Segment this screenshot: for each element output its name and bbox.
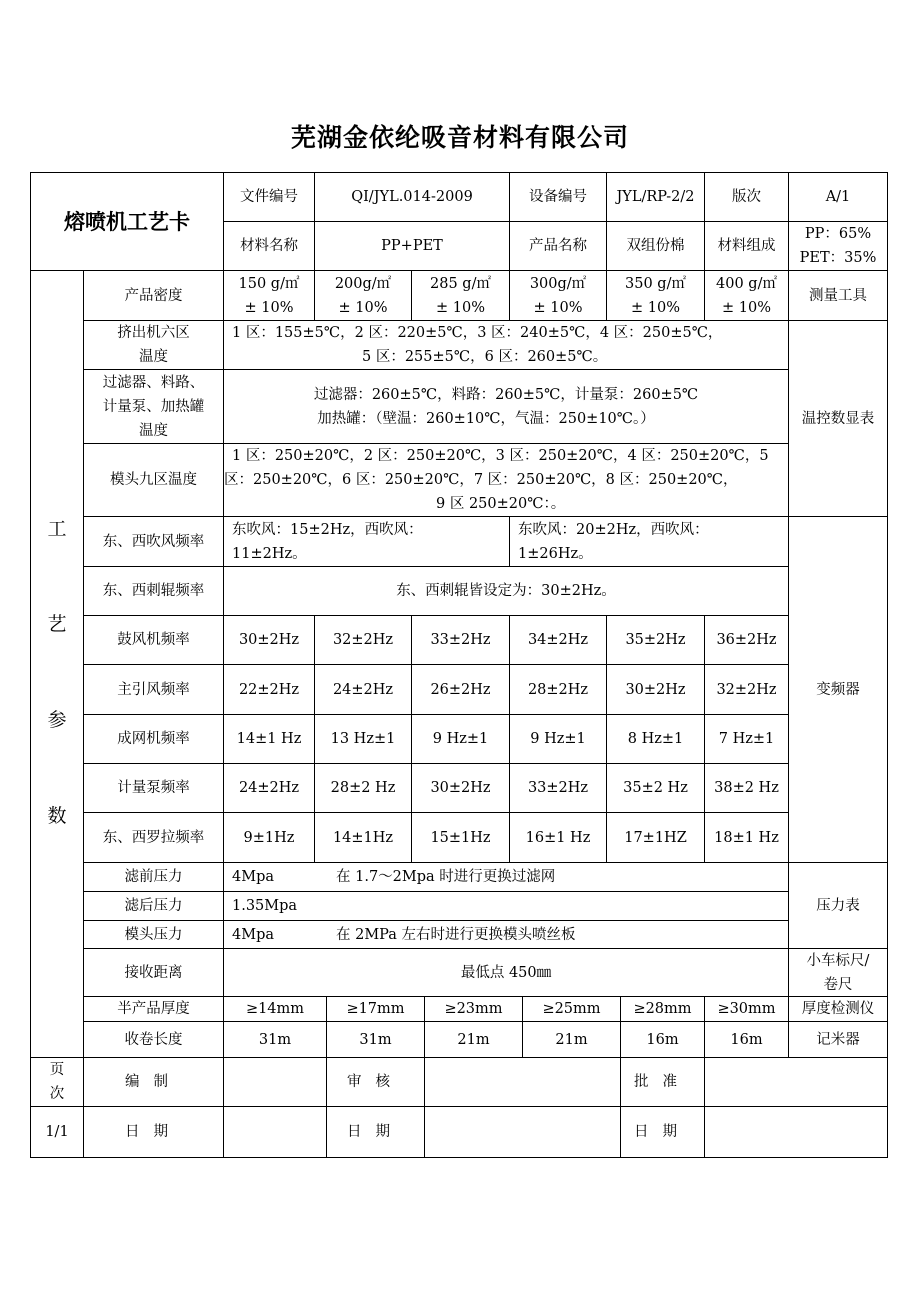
freq-value: 30±2Hz [223,615,315,665]
extruder-label [83,320,224,370]
freq-value: 32±2Hz [314,615,412,665]
die-pressure-value: 4Mpa [232,926,274,943]
doc-no-value: QI/JYL.014-2009 [314,172,510,222]
approved-label [620,1057,705,1107]
thickness-tool: 厚度检测仪 [788,996,888,1022]
extruder-line: 1 区：155±5℃，2 区：220±5℃，3 区：240±5℃，4 区：250±5℃， [232,325,723,341]
density-cell [606,270,705,321]
freq-value: 9±1Hz [223,812,315,863]
prepared-date[interactable] [223,1106,327,1158]
pre-pressure-label: 滤前压力 [83,862,224,892]
freq-value: 26±2Hz [411,664,510,715]
product-name-value: 双组份棉 [606,221,705,271]
density-cell [509,270,607,321]
freq-row-label: 计量泵频率 [83,763,224,813]
density-value: 285 g/㎡ [430,275,491,292]
page-label-line: 次 [49,1086,65,1102]
roller-freq-label: 东、西刺辊频率 [83,566,224,616]
roll-length-value: 31m [223,1021,327,1058]
blow-freq-line: 东吹风：20±2Hz，西吹风： [518,521,709,538]
page-label-line: 页 [49,1062,65,1078]
thickness-value: ≥30mm [704,996,789,1022]
date-text: 日期 [125,1124,182,1140]
blow-freq-left [223,516,510,567]
company-title: 芜湖金依纶吸音材料有限公司 [290,123,629,152]
freq-value: 30±2Hz [411,763,510,813]
roll-length-value: 21m [522,1021,621,1058]
density-tol: ± 10% [631,299,680,316]
freq-value: 33±2Hz [411,615,510,665]
freq-value: 13 Hz±1 [314,714,412,764]
doc-no-label: 文件编号 [223,172,315,222]
composition-pp: PP：65% [804,226,872,242]
reviewed-date-label [326,1106,425,1158]
density-value: 300g/㎡ [529,275,587,292]
reviewed-signature[interactable] [424,1057,621,1107]
freq-value: 30±2Hz [606,664,705,715]
freq-value: 24±2Hz [314,664,412,715]
filter-temp-label-line: 计量泵、加热罐 [102,398,205,415]
freq-value: 28±2 Hz [314,763,412,813]
blow-freq-line: 东吹风：15±2Hz，西吹风： [232,521,423,538]
reviewed-date[interactable] [424,1106,621,1158]
roll-length-value: 21m [424,1021,523,1058]
roll-length-label: 收卷长度 [83,1021,224,1058]
density-value: 150 g/㎡ [238,275,300,292]
receive-tool-line: 小车标尺/ [806,952,870,969]
reviewed-text: 审核 [347,1074,404,1090]
die-pressure-note: 在 2MPa 左右时进行更换模头喷丝板 [336,926,576,943]
freq-value: 14±1Hz [314,812,412,863]
freq-value: 15±1Hz [411,812,510,863]
density-tol: ± 10% [244,299,294,316]
material-name-label: 材料名称 [223,221,315,271]
freq-value: 7 Hz±1 [704,714,789,764]
reviewed-label [326,1057,425,1107]
freq-value: 16±1 Hz [509,812,607,863]
density-tool: 测量工具 [788,270,888,321]
receive-label: 接收距离 [83,948,224,997]
roll-length-tool: 记米器 [788,1021,888,1058]
product-name-label: 产品名称 [509,221,607,271]
receive-tool-line: 卷尺 [823,976,853,993]
density-tol: ± 10% [436,299,485,316]
density-cell [704,270,789,321]
freq-value: 9 Hz±1 [509,714,607,764]
die-temp-line: 区：250±20℃，6 区：250±20℃，7 区：250±20℃，8 区：250±20℃， [224,472,738,488]
receive-value: 最低点 450㎜ [223,948,789,997]
density-cell [223,270,315,321]
freq-value: 18±1 Hz [704,812,789,863]
post-pressure-label: 滤后压力 [83,891,224,921]
die-pressure-values [223,920,789,949]
version-value: A/1 [788,172,888,222]
equip-no-label: 设备编号 [509,172,607,222]
roller-freq-value: 东、西刺辊皆设定为：30±2Hz。 [223,566,789,616]
prepared-date-label [83,1106,224,1158]
pressure-tool: 压力表 [788,862,888,949]
extruder-label-line: 温度 [139,349,168,365]
approved-signature[interactable] [704,1057,888,1107]
density-tol: ± 10% [722,299,771,316]
approved-date-label [620,1106,705,1158]
equip-no-value: JYL/RP-2/2 [606,172,705,222]
page-label [30,1057,84,1107]
roll-length-value: 31m [326,1021,425,1058]
date-text: 日期 [347,1124,404,1140]
thickness-value: ≥17mm [326,996,425,1022]
prepared-label [83,1057,224,1107]
density-value: 350 g/㎡ [625,275,686,292]
filter-temp-line: 加热罐：（壁温：260±10℃，气温：250±10℃。） [317,410,655,427]
die-temp-values [223,443,789,517]
filter-temp-label [83,369,224,444]
extruder-label-line: 挤出机六区 [117,325,190,341]
extruder-temps [223,320,789,370]
freq-row-label: 东、西罗拉频率 [83,812,224,863]
temp-tool: 温控数显表 [788,320,888,517]
freq-value: 24±2Hz [223,763,315,813]
composition-pet: PET：35% [799,250,877,266]
freq-row-label: 成网机频率 [83,714,224,764]
blow-freq-line: 11±2Hz。 [232,545,307,562]
section-label [30,270,84,1058]
freq-value: 28±2Hz [509,664,607,715]
thickness-value: ≥28mm [620,996,705,1022]
thickness-value: ≥23mm [424,996,523,1022]
freq-value: 33±2Hz [509,763,607,813]
die-pressure-label: 模头压力 [83,920,224,949]
freq-value: 17±1HZ [606,812,705,863]
freq-value: 8 Hz±1 [606,714,705,764]
roll-length-value: 16m [704,1021,789,1058]
roll-length-value: 16m [620,1021,705,1058]
freq-value: 32±2Hz [704,664,789,715]
date-text: 日期 [634,1124,691,1140]
thickness-value: ≥14mm [223,996,327,1022]
composition-value [788,221,888,271]
thickness-label: 半产品厚度 [83,996,224,1022]
freq-value: 34±2Hz [509,615,607,665]
die-temp-line: 1 区：250±20℃，2 区：250±20℃，3 区：250±20℃，4 区：250±20℃，5 [232,448,769,464]
page-value: 1/1 [30,1106,84,1158]
freq-value: 22±2Hz [223,664,315,715]
die-temp-line: 9 区 250±20℃：。 [436,496,566,512]
density-tol: ± 10% [338,299,388,316]
freq-row-label: 鼓风机频率 [83,615,224,665]
freq-value: 35±2Hz [606,615,705,665]
blow-freq-label: 东、西吹风频率 [83,516,224,567]
density-cell [411,270,510,321]
pre-pressure-note: 在 1.7～2Mpa 时进行更换过滤网 [336,869,556,885]
freq-value: 38±2 Hz [704,763,789,813]
card-title: 熔喷机工艺卡 [30,172,224,271]
filter-temp-values [223,369,789,444]
freq-value: 35±2 Hz [606,763,705,813]
blow-freq-line: 1±26Hz。 [518,545,593,562]
material-name-value: PP+PET [314,221,510,271]
pre-pressure-values [223,862,789,892]
receive-tool [788,948,888,997]
approved-date[interactable] [704,1106,888,1158]
composition-label: 材料组成 [704,221,789,271]
pre-pressure-value: 4Mpa [232,869,274,885]
filter-temp-label-line: 温度 [139,422,168,439]
density-value: 200g/㎡ [334,275,392,292]
die-temp-label: 模头九区温度 [83,443,224,517]
density-value: 400 g/㎡ [716,275,777,292]
section-char: 参 [47,709,67,731]
extruder-line: 5 区：255±5℃，6 区：260±5℃。 [362,349,608,365]
density-label: 产品密度 [83,270,224,321]
density-tol: ± 10% [533,299,583,316]
section-char: 工 [47,518,67,540]
prepared-text: 编制 [125,1074,182,1090]
freq-tool: 变频器 [788,516,888,863]
freq-row-label: 主引风频率 [83,664,224,715]
section-char: 艺 [47,613,67,635]
post-pressure-value: 1.35Mpa [223,891,789,921]
version-label: 版次 [704,172,789,222]
blow-freq-right [509,516,789,567]
thickness-value: ≥25mm [522,996,621,1022]
filter-temp-line: 过滤器：260±5℃，料路：260±5℃，计量泵：260±5℃ [313,386,699,403]
prepared-signature[interactable] [223,1057,327,1107]
filter-temp-label-line: 过滤器、料路、 [102,374,205,391]
density-cell [314,270,412,321]
freq-value: 36±2Hz [704,615,789,665]
section-char: 数 [47,805,67,827]
approved-text: 批准 [634,1074,691,1090]
freq-value: 9 Hz±1 [411,714,510,764]
freq-value: 14±1 Hz [223,714,315,764]
